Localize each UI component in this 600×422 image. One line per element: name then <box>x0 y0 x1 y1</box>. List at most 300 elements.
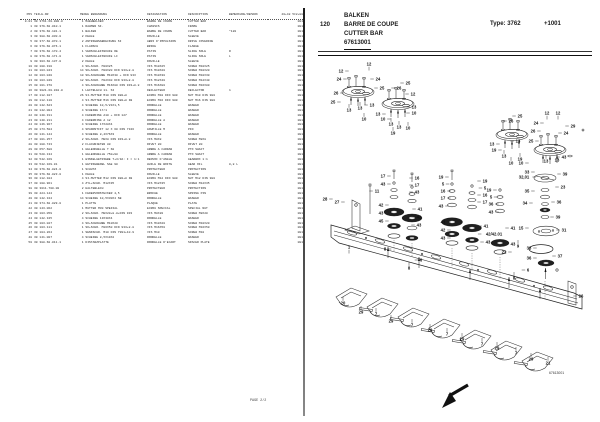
table-cell: 4 SK+SCHRAUBE M16X80 DIN 933+8.8 <box>80 84 140 88</box>
table-cell: 081 <box>297 216 303 220</box>
callout-number: 17 <box>482 199 488 205</box>
col-header-teile-nr: TEILE-NR <box>34 13 80 20</box>
table-cell: 081 <box>297 59 303 63</box>
table-cell: 8 <box>30 54 32 58</box>
table-cell: CUTTER BAR <box>188 20 207 24</box>
table-cell: 30 103.111 <box>34 226 53 230</box>
col-header-pos: POS <box>20 13 34 20</box>
table-cell: 30 101.257 <box>34 138 53 142</box>
table-cell: 0.01 <box>24 20 32 24</box>
table-cell: 081 <box>297 201 303 205</box>
callout-number: 42/42.01 <box>485 231 503 237</box>
table-cell: PATIN <box>147 49 157 53</box>
table-cell: PTO SHAFT <box>188 152 205 156</box>
table-cell: 081 <box>297 128 303 132</box>
callout-number: 10 <box>361 116 367 122</box>
table-cell: VIS M8X20 <box>147 211 164 215</box>
table-cell: 12 SK+SCHR. M12X40 DIN 933+8.8 <box>80 79 135 83</box>
table-cell: 2 ANTRIEBSABDECKUNG SI <box>80 40 122 44</box>
table-cell: 3 <box>30 35 32 39</box>
table-cell: RONDELLE <box>147 236 162 240</box>
callout-number: 43 <box>561 154 567 160</box>
table-cell: 17 <box>28 94 32 97</box>
callout-number: 33 <box>526 245 532 251</box>
table-cell: 081 <box>297 44 303 48</box>
table-cell: 1 DISTANZPLATTE <box>80 241 109 245</box>
col-header-menge-benennung: MENGE BENENNUNG <box>80 13 147 20</box>
table-cell: 081 <box>297 74 303 78</box>
table-cell: 31 <box>28 152 32 156</box>
table-cell: SLIDE SOLE <box>188 54 207 58</box>
table-cell: DOUILLE <box>147 35 160 39</box>
callout-number: 16 <box>482 192 488 198</box>
table-cell: SCREW M8X20 <box>188 211 208 215</box>
callout-number: 7 <box>514 350 518 356</box>
table-cell: 30 101.370 <box>34 84 53 88</box>
callout-number: 12 <box>410 91 416 97</box>
table-cell: SCREW M12X40 <box>188 79 210 83</box>
table-cell: 081 <box>297 241 303 245</box>
table-cell: 081 <box>297 30 303 34</box>
table-cell: 23 <box>28 118 32 122</box>
callout-number: 25 <box>528 138 534 144</box>
callout-number: 17 <box>440 195 446 201</box>
table-cell: 081 <box>297 118 303 122</box>
table-cell: RIVET 80 <box>188 143 203 147</box>
table-cell: 15 <box>28 84 32 88</box>
page-gutter-line <box>303 8 305 416</box>
callout-number: 12 <box>338 68 344 74</box>
table-cell: 48 <box>28 236 32 240</box>
table-cell: 1 PLATTE <box>80 201 97 205</box>
table-cell: 30 104.264 <box>34 231 53 235</box>
table-cell: 30 112.107 <box>34 94 53 97</box>
table-cell: VIS M16X80 <box>147 84 166 88</box>
exploded-diagram <box>310 56 596 416</box>
table-cell: 30 424.144 <box>34 192 53 196</box>
table-cell: SPACER PLATE <box>188 241 210 245</box>
callout-number: 39 <box>555 214 561 220</box>
callout-layer <box>323 61 584 365</box>
table-cell: 30 142.344 <box>34 197 53 201</box>
callout-number: 43 <box>414 189 420 195</box>
col-header-date-code: 40+48 5C2+88 <box>268 13 303 20</box>
callout-number: 26 <box>530 128 536 134</box>
table-cell: RONDELLE <box>147 133 162 137</box>
callout-number: 23 <box>560 184 566 190</box>
table-cell: BARRE DE COUPE <box>147 20 173 24</box>
table-cell: 19 <box>28 98 32 102</box>
table-cell: 30 112.110 <box>34 98 53 102</box>
table-cell: 1 SENKSCHR. M10 DIN 7991+10.9 <box>80 231 135 235</box>
callout-number: 41 <box>510 225 516 231</box>
callout-number: 10 <box>380 116 386 122</box>
callout-number: 16 <box>414 175 420 181</box>
callout-number: 13 <box>357 105 363 111</box>
loose-washer <box>568 155 572 157</box>
table-cell: 30 3761.60.000.0 <box>34 20 63 24</box>
table-cell: 26 SI-MUTTER M10 DIN 980+8 <box>80 94 127 97</box>
table-cell: GOUPILLE M <box>147 128 166 132</box>
callout-number: 43 <box>378 210 384 216</box>
table-cell: 30 379.60.010.1 <box>34 25 62 29</box>
table-cell: 41 <box>28 201 32 205</box>
table-cell: 30 377.60.070.1 <box>34 40 62 44</box>
callout-number: 11 <box>374 188 380 194</box>
page-number: PAGE 2/2 <box>250 399 267 403</box>
table-cell: 39 <box>28 192 32 196</box>
diagram-stamp: 67613001 <box>549 371 565 375</box>
table-cell: 30 374.60.029.0 <box>34 201 62 205</box>
table-cell: R <box>229 49 231 53</box>
callout-number: 43 <box>485 239 491 245</box>
table-cell: 4 SK+SCHRAUBE M10X20 <box>80 221 118 225</box>
table-cell: 44 <box>28 216 32 220</box>
table-cell: 32 <box>28 157 32 161</box>
table-cell: DRIVE COVERING <box>188 40 214 44</box>
loose-washer <box>582 129 584 131</box>
table-row <box>20 241 303 246</box>
table-cell: ARBRE A CARDAN <box>147 147 173 151</box>
table-cell: 081 <box>297 167 303 171</box>
table-cell: VIS M16X50 <box>147 226 166 230</box>
table-cell: WASHER <box>188 118 199 122</box>
table-cell: 1 BALKEN <box>80 30 97 34</box>
callout-number: 9 <box>516 243 520 249</box>
table-cell: 13 <box>28 79 32 83</box>
callout-number: 43 <box>440 235 446 241</box>
table-cell: SCREW M10 <box>188 231 205 235</box>
callout-number: 12 <box>544 110 550 116</box>
table-cell: WASHER <box>188 236 199 240</box>
table-cell: 4 SI-MUTTER M16 DIN 980+8 IB <box>80 98 133 102</box>
callout-number: 26 <box>508 118 514 124</box>
table-cell: PIN <box>188 128 194 132</box>
table-cell: 30 103.049 <box>34 79 53 83</box>
table-cell: 4 SCHEIBE 10,5/21X1,5 <box>80 103 120 107</box>
callout-number: 29 <box>388 318 394 324</box>
table-cell: SCREW M10X30 <box>188 74 210 78</box>
callout-number: 28 <box>322 196 328 202</box>
table-cell: 081 <box>297 123 303 127</box>
table-cell: 0,8 L <box>229 162 239 166</box>
table-cell: 2 HALTEBLECH <box>80 187 104 191</box>
table-cell: 30 388.60.011.1 <box>34 241 62 245</box>
table-cell: BROCHE <box>147 192 158 196</box>
callout-number: 13 <box>346 107 352 113</box>
callout-number: 7 <box>374 311 378 317</box>
title-german: BALKEN <box>344 13 369 19</box>
callout-number: 19 <box>491 147 497 153</box>
table-cell: WASHER <box>188 216 199 220</box>
table-cell: DEFLECTEUR <box>147 89 166 93</box>
callout-number: 21 <box>545 360 551 366</box>
col-header-description: DESCRIPTION <box>188 13 229 20</box>
table-cell: 34 <box>28 167 32 171</box>
table-cell: 30 146.967 <box>34 123 53 127</box>
table-cell: 30 379.60.171.0 <box>34 54 62 58</box>
table-cell: SCREW M16X50 <box>188 226 210 230</box>
type-label: Type: 3762 <box>490 21 521 27</box>
table-cell: 081 <box>297 138 303 142</box>
table-cell: DOUILLE <box>147 172 160 176</box>
table-cell: 4 SCHEIBE 13X30X4 <box>80 216 113 220</box>
callout-number: 37 <box>557 253 563 259</box>
assembly-part-number: 67613001 <box>344 39 371 50</box>
callout-number: 24 <box>563 130 569 136</box>
table-cell: 1 <box>30 25 32 29</box>
table-cell: 4 SCHEIBE 17/1 <box>80 108 108 112</box>
callout-number: 13 <box>515 138 521 144</box>
callout-number: 8 <box>512 275 516 281</box>
table-cell: SPRING PIN <box>188 192 207 196</box>
callout-number: 13 <box>375 111 381 117</box>
table-cell: 26 <box>28 133 32 137</box>
table-cell: VIS M10X20 <box>147 221 166 225</box>
table-cell: ABRI D'IMPULSION <box>147 40 176 44</box>
table-cell: 081 <box>297 103 303 107</box>
table-cell: 30 142.004 <box>34 108 53 112</box>
table-cell: 43 <box>28 211 32 215</box>
table-cell: 30 140.211 <box>34 118 53 122</box>
table-cell: 22 <box>28 113 32 117</box>
table-cell: VIS M12X40 <box>147 79 166 83</box>
table-cell: 4 FEDERRING A 12 <box>80 118 111 122</box>
table-cell: SCREW M8X8 <box>188 138 207 142</box>
table-cell: 30 103.043 <box>34 69 53 73</box>
table-cell: 1 WINKELGETRIEBE T+3/3A: I = 1:1 <box>80 157 140 161</box>
table-cell: WASHER <box>188 123 199 127</box>
table-cell: 081 <box>297 94 303 97</box>
serial-number: +1001 <box>544 21 561 27</box>
table-cell: VIS M10X20 <box>147 69 166 73</box>
table-cell: SLIDE SOLE <box>188 49 207 53</box>
table-cell: 30 379.60.024.0 <box>34 167 62 171</box>
callout-number: 5 <box>489 194 493 200</box>
table-cell: 42 <box>28 206 32 210</box>
table-cell: PATIN <box>147 54 157 58</box>
table-cell: 36 <box>28 177 32 181</box>
table-cell: PTO SHAFT <box>188 147 205 151</box>
table-cell: PROTECTION <box>188 167 207 171</box>
table-cell: 12 <box>28 74 32 78</box>
callout-number: 43 <box>438 203 444 209</box>
callout-number: 13 <box>554 157 560 163</box>
callout-number: 26 <box>578 293 584 299</box>
table-cell: 081 <box>297 177 303 181</box>
table-cell: 2 KEHLE <box>80 59 95 63</box>
table-cell: 30 3011.700.00 <box>34 187 60 191</box>
bearing-stack-c <box>442 170 463 245</box>
table-cell: 081 <box>297 64 303 68</box>
table-cell: 081 <box>297 113 303 117</box>
callout-number: 13 <box>411 104 417 110</box>
table-cell: VIS M10X30 <box>147 74 166 78</box>
table-cell: 4 ZYL+SCHR. M12X35 <box>80 182 115 186</box>
table-cell: 30 303.60.137.0 <box>34 59 62 63</box>
table-cell: BARRE DE COUPE <box>147 30 173 34</box>
table-cell: BRIDE <box>147 44 157 48</box>
callout-number: 29 <box>358 309 364 315</box>
table-cell: 081 <box>297 162 303 166</box>
skid-pan-row <box>336 288 553 371</box>
callout-number: 27 <box>334 199 340 205</box>
table-cell: 4 SCHEIBE 8,4X76X3 <box>80 133 115 137</box>
table-cell: 081 <box>297 40 303 44</box>
callout-number: 43 <box>488 209 494 215</box>
table-cell: 6 <box>30 44 32 48</box>
table-cell: SCREW M10X25 <box>188 64 210 68</box>
callout-number: 33 <box>524 169 530 175</box>
callout-number: 29 <box>459 336 465 342</box>
table-cell: 38 <box>28 187 32 191</box>
table-cell: 081 <box>297 143 303 147</box>
callout-number: 13 <box>396 124 402 130</box>
table-cell: 4 SI-MUTTER M12 DIN 980+8 IB <box>80 177 133 181</box>
table-cell: 081 <box>297 182 303 186</box>
callout-number: 13 <box>501 153 507 159</box>
table-cell: 1 RAHMEN SI. <box>80 25 104 29</box>
table-cell: 10 SK+SCHRAUBE M10X30 + DIN 933 <box>80 74 136 78</box>
table-cell: 33 <box>28 162 32 166</box>
table-cell: PROTECTEUR <box>147 187 166 191</box>
disc-assembly-4 <box>534 133 566 164</box>
table-cell: CHASSIS <box>147 25 160 29</box>
callout-number: 17 <box>380 173 386 179</box>
table-cell: 11 <box>28 69 32 73</box>
underbar-bolts <box>387 247 541 299</box>
table-cell: 30 379.60.170.4 <box>34 49 62 53</box>
table-cell: SCREW M10X20 <box>188 69 210 73</box>
table-cell: 50 <box>28 241 32 245</box>
table-cell: VIS M10X25 <box>147 64 166 68</box>
table-cell: RONDELLE <box>147 103 162 107</box>
callout-number: 8 <box>407 265 411 271</box>
table-cell: PLATE <box>188 201 198 205</box>
callout-number: 10 <box>411 110 417 116</box>
table-cell: 1 <box>229 89 231 93</box>
table-cell: 1 MUTTER M30 SPEZIAL <box>80 206 118 210</box>
callout-number: 19 <box>482 178 488 184</box>
callout-number: 42 <box>378 202 384 208</box>
bearing-stack-a <box>369 170 404 238</box>
callout-number: 36 <box>526 255 532 261</box>
table-cell: 30 141.007 <box>34 236 53 240</box>
table-cell: 14 SCHEIBE 10,5X30X4 SB <box>80 197 122 201</box>
callout-number: 19 <box>486 187 492 193</box>
table-cell: SLEEVE <box>188 35 199 39</box>
left-end-bracket <box>345 200 369 234</box>
callout-number: 43 <box>380 181 386 187</box>
callout-number: 35 <box>524 188 530 194</box>
table-cell: SLEEVE <box>188 172 199 176</box>
table-cell: 30 379.60.076.1 <box>34 44 62 48</box>
table-cell: 1 FEDERVORSTECKER 4,5 <box>80 192 120 196</box>
callout-number: 13 <box>388 121 394 127</box>
table-cell: *120 <box>229 30 237 34</box>
table-cell: HUILE DE BOITE <box>147 162 173 166</box>
table-cell: SLEEVE <box>188 59 199 63</box>
callout-number: 39 <box>562 171 568 177</box>
callout-number: 24 <box>336 76 342 82</box>
table-cell: RONDELLE D'ECART <box>147 241 176 245</box>
table-cell: 081 <box>297 147 303 151</box>
table-cell: GEARBOX 1:1 <box>188 157 208 161</box>
callout-number: 34 <box>522 200 528 206</box>
table-cell: 29 <box>28 147 32 151</box>
table-cell: 46 <box>28 226 32 230</box>
callout-number: 25 <box>405 80 411 86</box>
table-cell: RONDELLE <box>147 216 162 220</box>
table-cell: 1 FLANSCH <box>80 44 99 48</box>
table-cell: 30 3021.60.010.0 <box>34 89 63 93</box>
table-cell: 081 <box>297 49 303 53</box>
table-cell: 1 GETRIEBEOEL SAE 90 <box>80 162 118 166</box>
table-cell: 25 <box>28 128 32 132</box>
callout-number: 19 <box>438 174 444 180</box>
cutter-bar-body <box>331 225 582 309</box>
table-cell: SPECIAL NUT <box>188 206 208 210</box>
table-cell: 081 <box>297 20 303 24</box>
table-header-row <box>20 13 303 20</box>
callout-number: 43 <box>416 222 422 228</box>
table-cell: NUT M12 DIN 980 <box>188 177 216 181</box>
table-cell: 16 <box>28 89 32 93</box>
callout-number: 29 <box>494 345 500 351</box>
section-number: 120 <box>320 22 331 28</box>
callout-number: 12 <box>366 61 372 67</box>
bearing-stack-d <box>463 185 482 250</box>
callout-number: 7 <box>480 341 484 347</box>
table-cell: 081 <box>297 221 303 225</box>
table-cell: 081 <box>297 187 303 191</box>
table-cell: 081 <box>297 226 303 230</box>
table-cell: 081 <box>297 157 303 161</box>
table-cell: 081 <box>297 84 303 88</box>
table-cell: PLAQUE <box>147 201 158 205</box>
table-cell: 081 <box>297 79 303 83</box>
table-cell: DEFLECTOR <box>188 89 205 93</box>
callout-number: 41 <box>440 219 446 225</box>
table-cell: 2 SK+SCHR. M8X8 DIN 933+8.8 <box>80 138 131 142</box>
table-cell: WASHER <box>188 108 199 112</box>
table-cell: SCREW M10X20 <box>188 221 210 225</box>
table-cell: 30 379.60.101.1 <box>34 30 62 34</box>
table-cell: NUT M16 DIN 980 <box>188 98 216 102</box>
callout-number: 8 <box>383 246 387 252</box>
table-cell: 30 520.134 <box>34 152 53 156</box>
table-cell: 30 142.345 <box>34 216 53 220</box>
callout-number: 29 <box>528 356 534 362</box>
table-cell: 081 <box>297 172 303 176</box>
callout-number: 43 <box>510 241 516 247</box>
callout-number: 29 <box>427 327 433 333</box>
table-cell: 1 GELENKWELLE 750+98 <box>80 152 118 156</box>
callout-number: 7 <box>445 331 449 337</box>
table-cell: 1 MAEHBALKEN <box>80 20 104 24</box>
table-cell: 081 <box>297 69 303 73</box>
table-cell: VIS M8X8 <box>147 138 162 142</box>
table-cell: WASHER <box>188 113 199 117</box>
callout-number: 13 <box>369 102 375 108</box>
table-cell: 081 <box>297 197 303 201</box>
table-cell: 30 112.104 <box>34 177 53 181</box>
parts-table <box>20 13 303 246</box>
table-cell: 4 SPANNSTIFT 12 X 60 DIN 7346 <box>80 128 135 132</box>
callout-number: 22 <box>501 249 507 255</box>
table-cell: FLANGE <box>188 44 199 48</box>
table-cell: 30 379.60.023.0 <box>34 172 62 176</box>
